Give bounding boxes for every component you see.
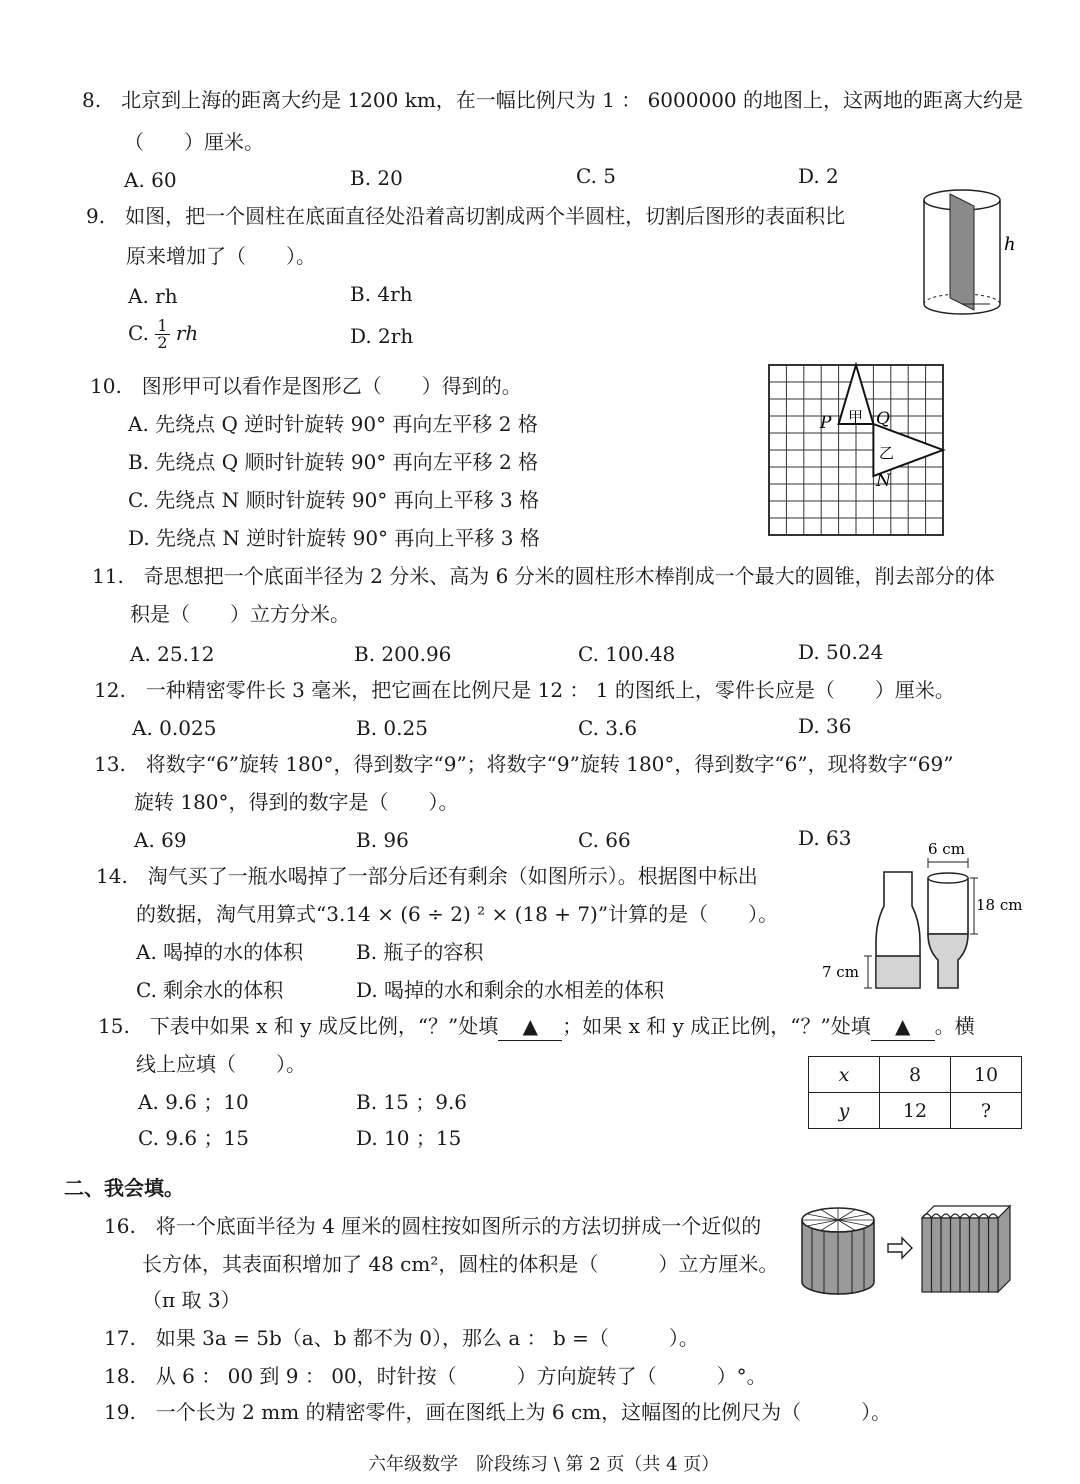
q12-option-b: B. 0.25 <box>356 716 428 740</box>
q12-option-c: C. 3.6 <box>578 716 638 740</box>
table-cell: x <box>809 1057 880 1093</box>
q13-option-a: A. 69 <box>134 828 187 852</box>
q9-option-c: C. $\frac{1}{2}$ rh <box>128 316 199 352</box>
q11-option-d: D. 50.24 <box>798 640 884 664</box>
q16-line3: （π 取 3） <box>142 1288 241 1312</box>
q8-line1: 8. 北京到上海的距离大约是 1200 km，在一幅比例尺为 1 ： 6000000 的地图上，这两地的距离大约是 <box>82 88 1024 112</box>
q10-grid-figure <box>766 362 946 538</box>
table-cell: ? <box>951 1093 1022 1129</box>
grid-label-n: N <box>876 471 891 491</box>
q19-line1: 19. 一个长为 2 mm 的精密零件，画在图纸上为 6 cm，这幅图的比例尺为（ ）。 <box>104 1400 892 1424</box>
q17-line1: 17. 如果 3a = 5b（a、b 都不为 0），那么 a ： b =（ ）。 <box>104 1326 699 1350</box>
q10-option-a: A. 先绕点 Q 逆时针旋转 90° 再向左平移 2 格 <box>128 412 538 436</box>
table-cell: 8 <box>880 1057 951 1093</box>
q15-xy-table <box>808 1056 1022 1129</box>
q8-option-b: B. 20 <box>350 166 403 190</box>
q10-option-d: D. 先绕点 N 逆时针旋转 90° 再向上平移 3 格 <box>128 526 540 550</box>
q11-option-c: C. 100.48 <box>578 642 676 666</box>
q14-option-c: C. 剩余水的体积 <box>136 978 284 1002</box>
table-cell: y <box>809 1093 880 1129</box>
q9-option-a: A. rh <box>128 284 178 308</box>
page-footer: 六年级数学 阶段练习 \ 第 2 页（共 4 页） <box>368 1454 720 1475</box>
q14-option-d: D. 喝掉的水和剩余的水相差的体积 <box>356 978 665 1002</box>
q9-cylinder-figure <box>920 184 1020 318</box>
q14-option-a: A. 喝掉的水的体积 <box>136 940 304 964</box>
q15-option-b: B. 15 ；9.6 <box>356 1090 468 1114</box>
q13-option-c: C. 66 <box>578 828 631 852</box>
q12-option-d: D. 36 <box>798 714 852 738</box>
q9-h-label: h <box>1004 234 1016 255</box>
bottle-label-left: 7 cm <box>822 963 859 981</box>
q14-line2: 的数据，淘气用算式“3.14 × (6 ÷ 2) ² × (18 + 7)”计算的是（ ）。 <box>136 902 779 926</box>
bottle-label-right: 18 cm <box>976 896 1023 914</box>
q16-line2: 长方体，其表面积增加了 48 cm²，圆柱的体积是（ ）立方厘米。 <box>142 1252 779 1276</box>
q16-line1: 16. 将一个底面半径为 4 厘米的圆柱按如图所示的方法切拼成一个近似的 <box>104 1214 762 1238</box>
q13-option-b: B. 96 <box>356 828 409 852</box>
q14-line1: 14. 淘气买了一瓶水喝掉了一部分后还有剩余（如图所示）。根据图中标出 <box>96 864 758 888</box>
grid-label-q: Q <box>876 409 890 429</box>
q8-line2: （ ）厘米。 <box>124 130 264 154</box>
q15-blank-1: ▲ <box>498 1012 562 1041</box>
q18-line1: 18. 从 6 ： 00 到 9 ： 00，时针按（ ）方向旋转了（ ）°。 <box>104 1364 767 1388</box>
q10-option-c: C. 先绕点 N 顺时针旋转 90° 再向上平移 3 格 <box>128 488 540 512</box>
section-2-title: 二、我会填。 <box>64 1176 184 1200</box>
q15-option-c: C. 9.6 ；15 <box>138 1126 249 1150</box>
q16-cylinder-to-cuboid-figure <box>798 1198 1024 1298</box>
q9-option-b: B. 4rh <box>350 282 413 306</box>
q9-line1: 9. 如图，把一个圆柱在底面直径处沿着高切割成两个半圆柱，切割后图形的表面积比 <box>86 204 846 228</box>
q15-blank-2: ▲ <box>871 1012 935 1041</box>
q8-option-c: C. 5 <box>576 164 617 188</box>
q8-option-a: A. 60 <box>124 168 177 192</box>
q9-line2: 原来增加了（ ）。 <box>126 244 316 268</box>
q9-option-d: D. 2rh <box>350 324 414 348</box>
q13-line2: 旋转 180°，得到的数字是（ ）。 <box>134 790 459 814</box>
q15-option-d: D. 10 ；15 <box>356 1126 462 1150</box>
bottle-label-top: 6 cm <box>928 840 965 858</box>
q10-line1: 10. 图形甲可以看作是图形乙（ ）得到的。 <box>90 374 522 398</box>
q11-line1: 11. 奇思想把一个底面半径为 2 分米、高为 6 分米的圆柱形木棒削成一个最大的圆锥，削去部分的体 <box>92 564 995 588</box>
q8-option-d: D. 2 <box>798 164 839 188</box>
q11-option-a: A. 25.12 <box>130 642 215 666</box>
q10-option-b: B. 先绕点 Q 顺时针旋转 90° 再向左平移 2 格 <box>128 450 539 474</box>
q13-option-d: D. 63 <box>798 826 852 850</box>
grid-label-p: P <box>820 413 832 433</box>
table-cell: 10 <box>951 1057 1022 1093</box>
table-cell: 12 <box>880 1093 951 1129</box>
q14-option-b: B. 瓶子的容积 <box>356 940 484 964</box>
q15-option-a: A. 9.6 ；10 <box>138 1090 249 1114</box>
grid-label-yi: 乙 <box>879 444 895 462</box>
q12-option-a: A. 0.025 <box>132 716 217 740</box>
grid-label-jia: 甲 <box>848 408 864 426</box>
q9-fraction: $\frac{1}{2}$ <box>157 316 168 352</box>
q15-line2: 线上应填（ ）。 <box>136 1052 306 1076</box>
q15-line1: 15. 下表中如果 x 和 y 成反比例，“？”处填 ▲ ；如果 x 和 y 成正比例，“？”处填 ▲ 。横 <box>98 1012 975 1041</box>
q11-line2: 积是（ ）立方分米。 <box>130 602 350 626</box>
q12-line1: 12. 一种精密零件长 3 毫米，把它画在比例尺是 12 ： 1 的图纸上，零件长应是（ ）厘米。 <box>94 678 955 702</box>
q11-option-b: B. 200.96 <box>354 642 452 666</box>
q13-line1: 13. 将数字“6”旋转 180°，得到数字“9”；将数字“9”旋转 180°，得到数字“6”，现将数字“69” <box>94 752 954 776</box>
q14-bottle-figure <box>816 838 1030 994</box>
